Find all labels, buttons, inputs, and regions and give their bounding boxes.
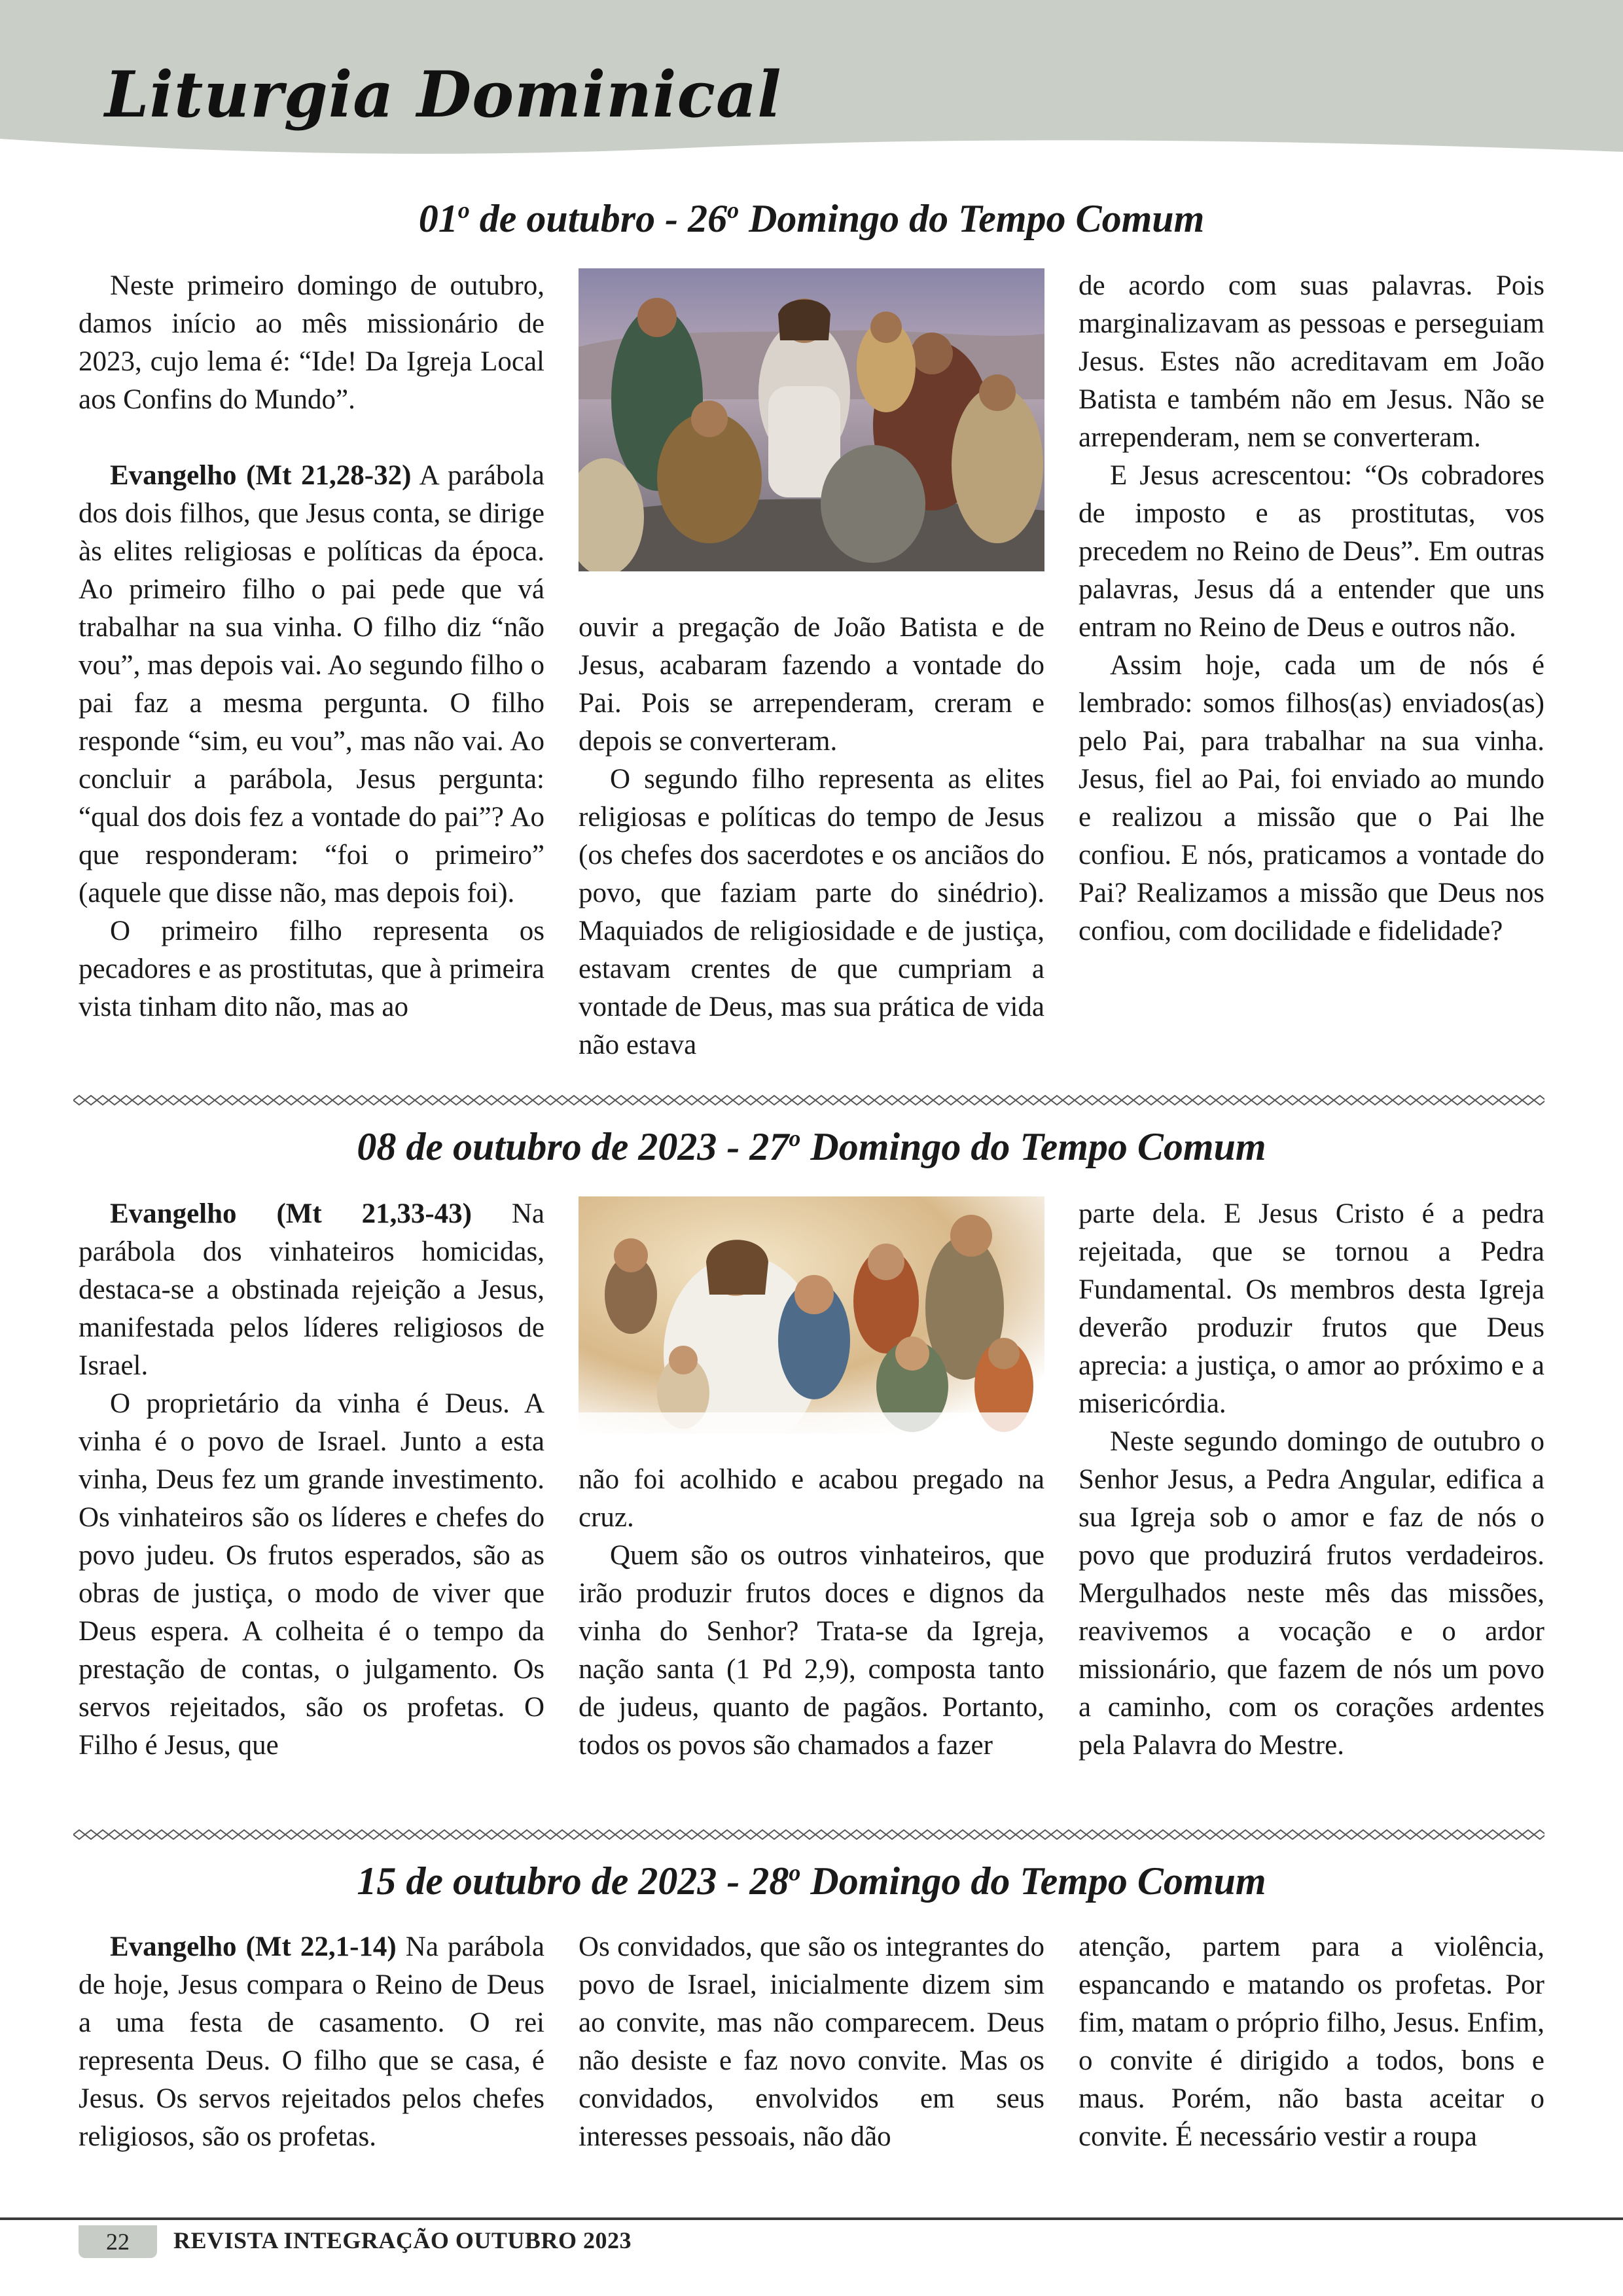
body-paragraph: Neste segundo domingo de outubro o Senhor Jesus, a Pedra Angular, edifica a sua Igreja sob o amor e faz de nós o povo que produzirá frutos verdadeiros. Mergulhados neste mês das missões, reavivemos a vocação e o ardor missionário, que fazem de nós um povo a caminho, com os corações ardentes pela Palavra do Mestre. <box>1079 1426 1544 1761</box>
section-2-column-3 <box>1079 1195 1544 1765</box>
jesus-with-children-painting <box>579 1196 1044 1433</box>
section-3-column-3 <box>1079 1928 1544 2156</box>
body-paragraph: atenção, partem para a violência, espancando e matando os profetas. Por fim, matam o próprio filho, Jesus. Enfim, o convite é dirigido a todos, bons e maus. Porém, não basta aceitar o convite. É necessário vestir a roupa <box>1079 1931 1544 2152</box>
gospel-paragraph: Evangelho (Mt 22,1-14) Na parábola de hoje, Jesus compara o Reino de Deus a uma festa de casamento. O rei representa Deus. O filho que se casa, é Jesus. Os servos rejeitados pelos chefes religiosos, são os profetas. <box>79 1931 544 2152</box>
body-paragraph: de acordo com suas palavras. Pois marginalizavam as pessoas e perseguiam Jesus. Estes não acreditavam em João Batista e também não em Jesus. Não se arrependeram, nem se converteram. <box>1079 270 1544 453</box>
body-paragraph: O segundo filho representa as elites religiosas e políticas do tempo de Jesus (os chefes dos sacerdotes e os anciãos do povo, que faziam parte do sinédrio). Maquiados de religiosidade e de justiça, estavam crentes de que cumpriam a vontade de Deus, mas sua prática de vida não estava <box>579 764 1044 1060</box>
page-header-title: Liturgia Dominical <box>105 58 782 132</box>
section-1-column-2 <box>579 609 1044 1064</box>
section-2-title: 08 de outubro de 2023 - 27$^o$ Domingo do Tempo Comum <box>357 1125 1266 1168</box>
body-paragraph: Assim hoje, cada um de nós é lembrado: somos filhos(as) enviados(as) pelo Pai, para trabalhar na sua vinha. Jesus, fiel ao Pai, foi enviado ao mundo e realizou a missão que o Pai lhe confiou. E nós, praticamos a vontade do Pai? Realizamos a missão que Deus nos confiou, com docilidade e fidelidade? <box>1079 650 1544 946</box>
section-3-title: 15 de outubro de 2023 - 28$^o$ Domingo do Tempo Comum <box>357 1859 1266 1903</box>
gospel-reference: Evangelho (Mt 21,28-32) <box>110 460 412 491</box>
section-3-column-1 <box>79 1928 544 2156</box>
publication-name: REVISTA INTEGRAÇÃO OUTUBRO 2023 <box>173 2227 632 2253</box>
jesus-preaching-painting <box>579 268 1044 571</box>
section-2-column-2 <box>579 1461 1044 1765</box>
section-1-column-3 <box>1079 267 1544 950</box>
body-paragraph: Quem são os outros vinhateiros, que irão produzir frutos doces e dignos da vinha do Senhor? Trata-se da Igreja, nação santa (1 Pd 2,9), composta tanto de judeus, quanto de pagãos. Portanto, todos os povos são chamados a fazer <box>579 1540 1044 1761</box>
ornamental-divider <box>73 1093 1544 1107</box>
section-3-column-2 <box>579 1928 1044 2156</box>
body-paragraph: não foi acolhido e acabou pregado na cruz. <box>579 1464 1044 1533</box>
gospel-paragraph: Evangelho (Mt 21,33-43) Na parábola dos vinhateiros homicidas, destaca-se a obstinada rejeição a Jesus, manifestada pelos líderes religiosos de Israel. <box>79 1198 545 1381</box>
section-2-column-1 <box>79 1195 544 1765</box>
body-paragraph: parte dela. E Jesus Cristo é a pedra rejeitada, que se tornou a Pedra Fundamental. Os membros desta Igreja deverão produzir frutos que Deus aprecia: a justiça, o amor ao próximo e a misericórdia. <box>1079 1198 1544 1419</box>
gospel-reference: Evangelho (Mt 22,1-14) <box>110 1931 397 1962</box>
section-1-column-1 <box>79 267 544 1026</box>
body-paragraph: O primeiro filho representa os pecadores e as prostitutas, que à primeira vista tinham dito não, mas ao <box>79 916 544 1022</box>
section-1-title: 01$^o$ de outubro - 26$^o$ Domingo do Tempo Comum <box>418 197 1205 240</box>
ornamental-divider <box>73 1827 1544 1842</box>
body-paragraph: E Jesus acrescentou: “Os cobradores de imposto e as prostitutas, vos precedem no Reino de Deus”. Em outras palavras, Jesus dá a entender que uns entram no Reino de Deus e outros não. <box>1079 460 1544 643</box>
intro-paragraph: Neste primeiro domingo de outubro, damos início ao mês missionário de 2023, cujo lema é: “Ide! Da Igreja Local aos Confins do Mundo”. <box>79 270 544 415</box>
body-paragraph: ouvir a pregação de João Batista e de Jesus, acabaram fazendo a vontade do Pai. Pois se arrependeram, creram e depois se converteram. <box>579 612 1044 757</box>
footer-rule <box>0 2217 1623 2220</box>
body-paragraph: Os convidados, que são os integrantes do povo de Israel, inicialmente dizem sim ao convite, mas não comparecem. Deus não desiste e faz novo convite. Mas os convidados, envolvidos em seus interesses pessoais, não dão <box>579 1931 1044 2152</box>
gospel-paragraph: Evangelho (Mt 21,28-32) A parábola dos dois filhos, que Jesus conta, se dirige às elites religiosas e políticas da época. Ao primeiro filho o pai pede que vá trabalhar na sua vinha. O filho diz “não vou”, mas depois vai. Ao segundo filho o pai faz a mesma pergunta. O filho responde “sim, eu vou”, mas não vai. Ao concluir a parábola, Jesus pergunta: “qual dos dois fez a vontade do pai”? Ao que responderam: “foi o primeiro” (aquele que disse não, mas depois foi). <box>79 460 544 908</box>
gospel-reference: Evangelho (Mt 21,33-43) <box>110 1198 472 1229</box>
page-number: 22 <box>79 2225 157 2258</box>
body-paragraph: O proprietário da vinha é Deus. A vinha é o povo de Israel. Junto a esta vinha, Deus fez um grande investimento. Os vinhateiros são os líderes e chefes do povo judeu. Os frutos esperados, são as obras de justiça, o modo de viver que Deus espera. A colheita é o tempo da prestação de contas, o julgamento. Os servos rejeitados, são os profetas. O Filho é Jesus, que <box>79 1388 544 1761</box>
